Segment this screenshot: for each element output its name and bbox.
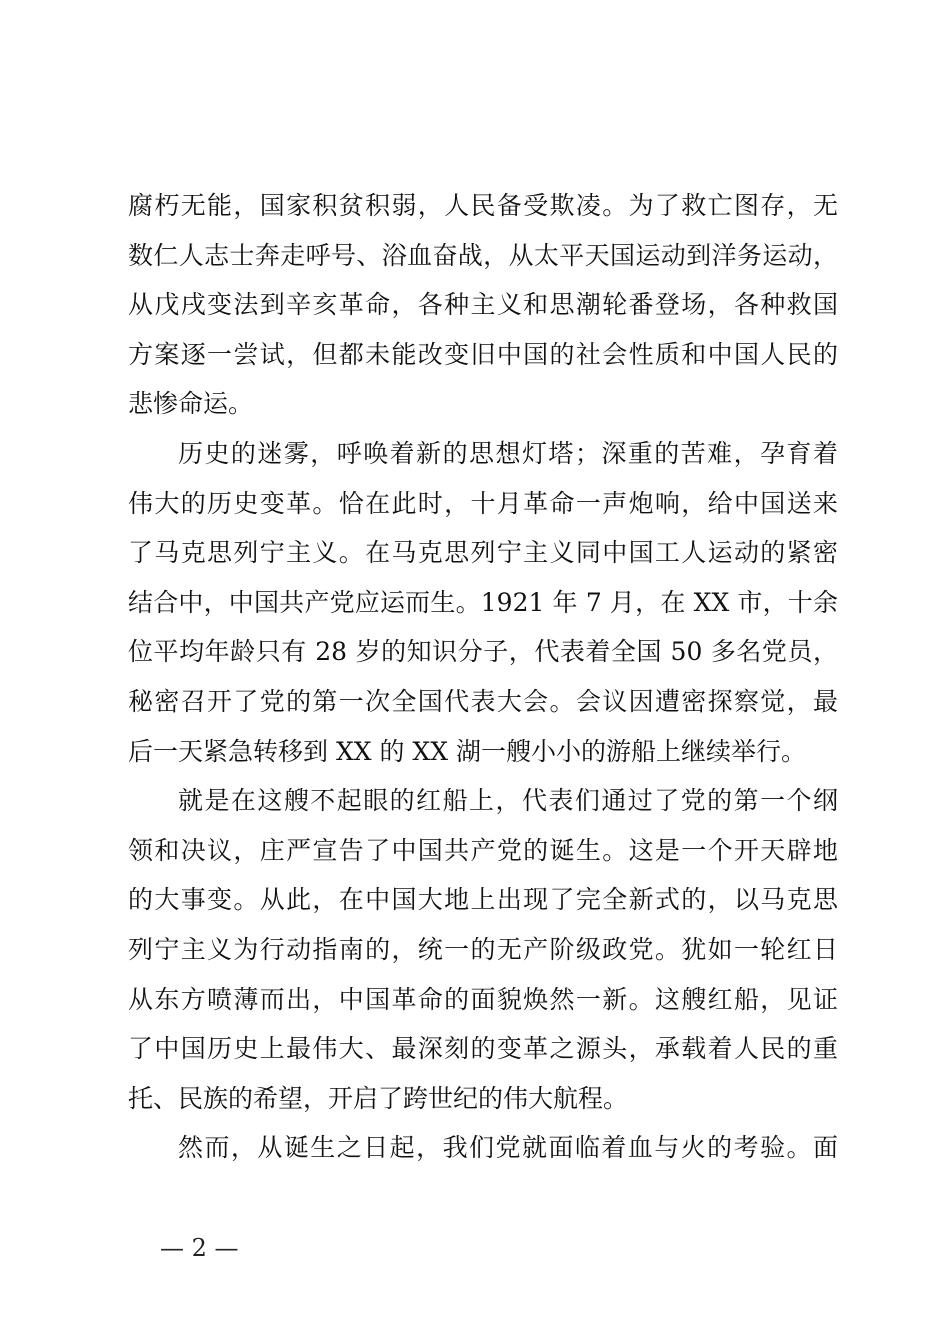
text-line: 列宁主义为行动指南的，统一的无产阶级政党。犹如一轮红日 (128, 934, 838, 964)
text-line: 位平均年龄只有 28 岁的知识分子，代表着全国 50 多名党员， (128, 637, 838, 667)
text-line: 托、民族的希望，开启了跨世纪的伟大航程。 (128, 1083, 629, 1113)
text-line: 从戊戌变法到辛亥革命，各种主义和思潮轮番登场，各种救国 (128, 290, 838, 320)
text-line: 历史的迷雾，呼唤着新的思想灯塔；深重的苦难，孕育着 (178, 438, 838, 468)
body-text (128, 181, 838, 1173)
text-line: 数仁人志士奔走呼号、浴血奋战，从太平天国运动到洋务运动， (128, 240, 838, 270)
text-line: 悲惨命运。 (128, 389, 254, 419)
text-line: 方案逐一尝试，但都未能改变旧中国的社会性质和中国人民的 (128, 339, 838, 369)
text-line: 的大事变。从此，在中国大地上出现了完全新式的，以马克思 (128, 885, 838, 915)
text-line: 就是在这艘不起眼的红船上，代表们通过了党的第一个纲 (178, 786, 838, 816)
page-number: — 2 — (160, 1234, 239, 1262)
text-line: 后一天紧急转移到 XX 的 XX 湖一艘小小的游船上继续举行。 (128, 736, 806, 766)
text-line: 领和决议，庄严宣告了中国共产党的诞生。这是一个开天辟地 (128, 835, 838, 865)
text-line: 从东方喷薄而出，中国革命的面貌焕然一新。这艘红船，见证 (128, 984, 838, 1014)
text-line: 腐朽无能，国家积贫积弱，人民备受欺凌。为了救亡图存，无 (128, 191, 838, 220)
text-line: 然而，从诞生之日起，我们党就面临着血与火的考验。面 (178, 1133, 838, 1163)
text-line: 秘密召开了党的第一次全国代表大会。会议因遭密探察觉，最 (128, 686, 838, 716)
text-line: 结合中，中国共产党应运而生。1921 年 7 月，在 XX 市，十余 (128, 587, 838, 617)
text-line: 了马克思列宁主义。在马克思列宁主义同中国工人运动的紧密 (128, 538, 838, 568)
text-line: 伟大的历史变革。恰在此时，十月革命一声炮响，给中国送来 (128, 488, 838, 518)
text-line: 了中国历史上最伟大、最深刻的变革之源头，承载着人民的重 (128, 1034, 838, 1064)
